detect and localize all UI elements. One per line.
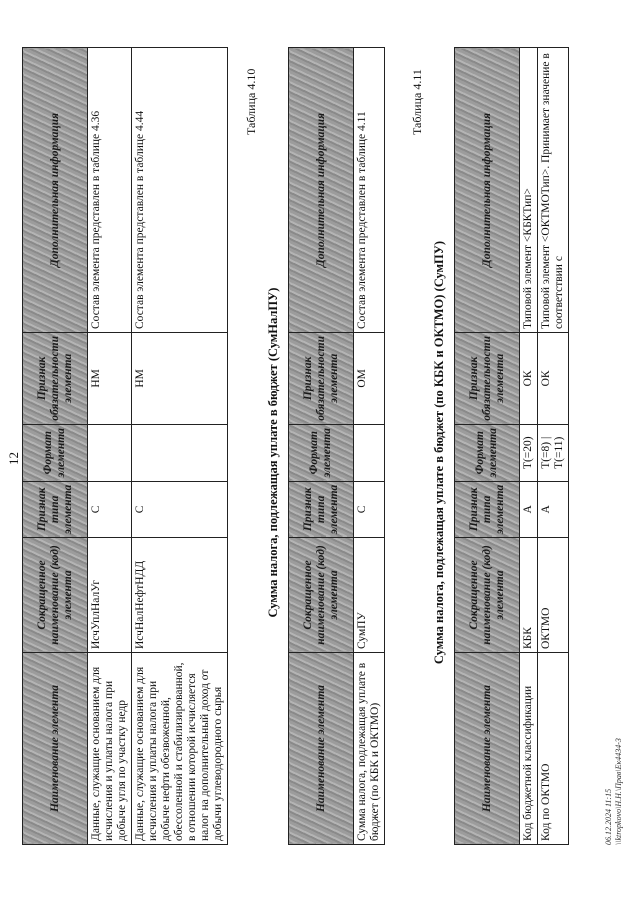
cell: А: [520, 481, 538, 537]
col-header: Наименование элемента: [455, 653, 520, 845]
cell: Данные, служащие основанием для исчисления и уплаты налога при добыче угля по участку недр: [88, 653, 132, 845]
col-header: Признак типа элемента: [289, 481, 354, 537]
col-header: Формат элемента: [455, 424, 520, 481]
cell: Состав элемента представлен в таблице 4.44: [132, 48, 228, 333]
col-header: Признак обязательности элемента: [455, 333, 520, 425]
cell: ИсчУплНалУг: [88, 538, 132, 653]
col-header: Сокращенное наименование (код) элемента: [289, 538, 354, 653]
cell: С: [354, 481, 385, 537]
table-top: [22, 47, 228, 845]
cell: А: [538, 481, 569, 537]
footer-line: \\ktropkovo\Н.Н.\Прав\Ек4434-3: [614, 738, 623, 845]
cell: Код по ОКТМО: [538, 653, 569, 845]
col-header: Наименование элемента: [289, 653, 354, 845]
cell: Код бюджетной классификации: [520, 653, 538, 845]
table-row: [538, 48, 569, 845]
cell: С: [132, 481, 228, 537]
table-4-11: [454, 47, 569, 845]
col-header: Признак обязательности элемента: [23, 333, 88, 425]
cell: Данные, служащие основанием для исчисления и уплаты налога при добыче нефти обезвоженной, обессоленной и стабилизированной, в отношении которой исчисляется налог на дополнительный доход от добычи углеводородного сырья: [132, 653, 228, 845]
table-title: Сумма налога, подлежащая уплате в бюджет (СумНалПУ): [266, 287, 280, 618]
page-number: 12: [6, 452, 21, 465]
cell: Типовой элемент <ОКТМОТип>. Принимает значение в соответствии с: [538, 48, 569, 333]
cell: ОК: [538, 333, 569, 425]
table-title: Сумма налога, подлежащая уплате в бюджет (по КБК и ОКТМО) (СумПУ): [432, 240, 446, 665]
table-4-10: [288, 47, 385, 845]
cell: НМ: [88, 333, 132, 425]
cell: С: [88, 481, 132, 537]
cell: [132, 424, 228, 481]
footer-line: 06.12.2024 11:15: [604, 788, 613, 845]
cell: Типовой элемент <КБКТип>: [520, 48, 538, 333]
cell: ОК: [520, 333, 538, 425]
cell: СумПУ: [354, 538, 385, 653]
col-header: Сокращенное наименование (код) элемента: [23, 538, 88, 653]
col-header: Дополнительная информация: [23, 48, 88, 333]
col-header: Формат элемента: [289, 424, 354, 481]
cell: T(=20): [520, 424, 538, 481]
table-label: Таблица 4.11: [410, 69, 424, 135]
table-row: [520, 48, 538, 845]
col-header: Сокращенное наименование (код) элемента: [455, 538, 520, 653]
cell: Состав элемента представлен в таблице 4.36: [88, 48, 132, 333]
col-header: Дополнительная информация: [289, 48, 354, 333]
cell: ОМ: [354, 333, 385, 425]
col-header: Наименование элемента: [23, 653, 88, 845]
cell: [88, 424, 132, 481]
cell: НМ: [132, 333, 228, 425]
table-label: Таблица 4.10: [244, 68, 258, 135]
cell: Сумма налога, подлежащая уплате в бюджет (по КБК и ОКТМО): [354, 653, 385, 845]
cell: КБК: [520, 538, 538, 653]
cell: [354, 424, 385, 481]
col-header: Формат элемента: [23, 424, 88, 481]
cell: ОКТМО: [538, 538, 569, 653]
cell: T(=8) | T(=11): [538, 424, 569, 481]
col-header: Дополнительная информация: [455, 48, 520, 333]
table-row: [88, 48, 132, 845]
col-header: Признак типа элемента: [455, 481, 520, 537]
cell: Состав элемента представлен в таблице 4.11: [354, 48, 385, 333]
col-header: Признак обязательности элемента: [289, 333, 354, 425]
col-header: Признак типа элемента: [23, 481, 88, 537]
table-row: [132, 48, 228, 845]
cell: ИсчНалНефтНДД: [132, 538, 228, 653]
table-row: [354, 48, 385, 845]
